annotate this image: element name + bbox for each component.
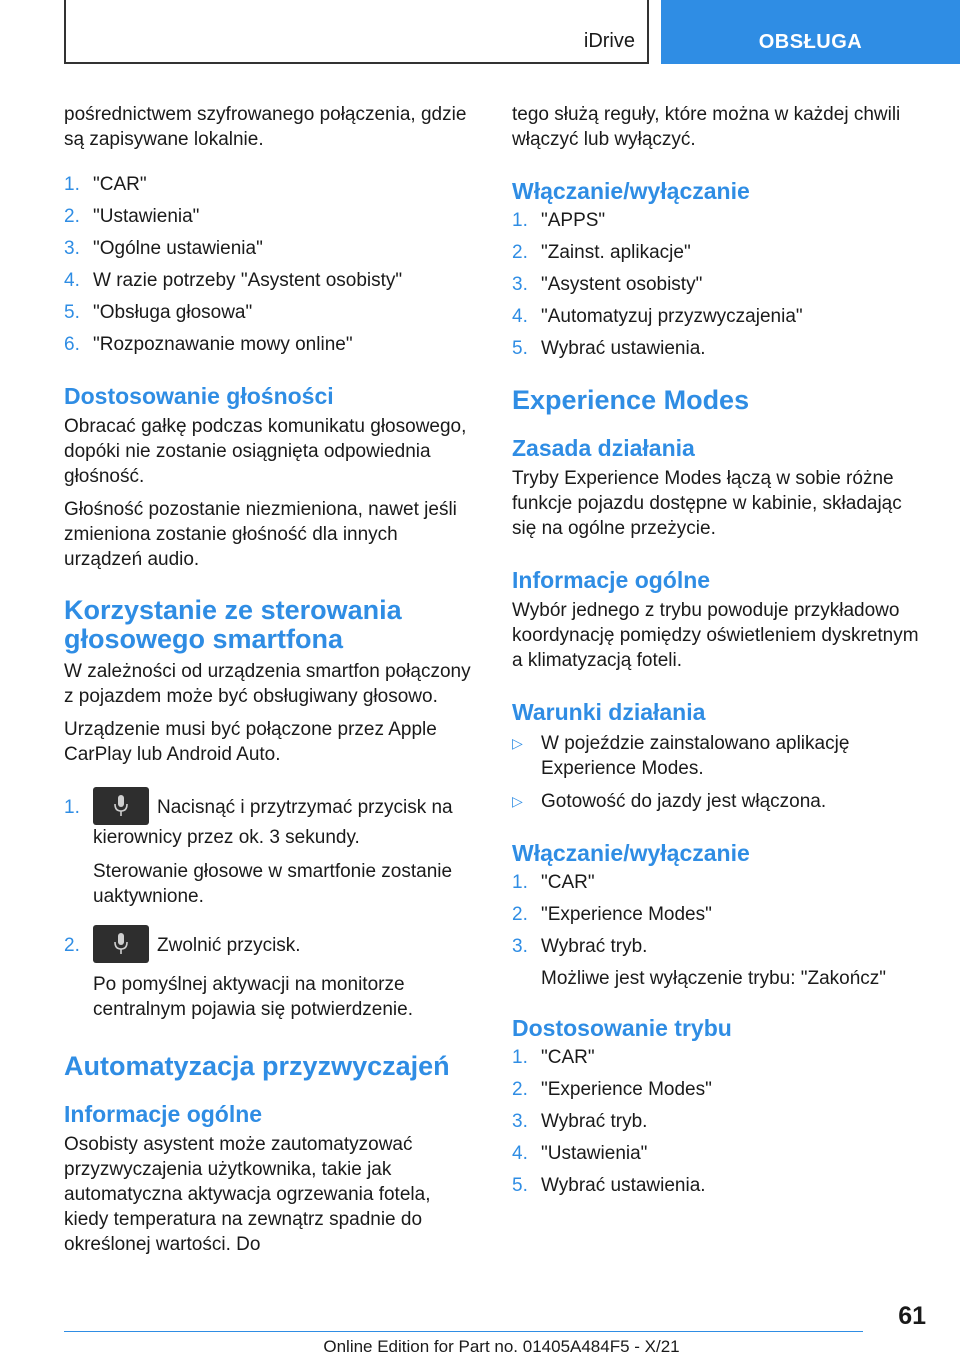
step-text: "Automatyzuj przyzwyczajenia" — [541, 306, 803, 327]
microphone-icon — [114, 933, 128, 955]
list-item — [64, 300, 480, 325]
smartphone-heading: Korzystanie ze sterowania głosowego smartfona — [64, 595, 402, 654]
step-number: 1. — [512, 872, 528, 893]
step-number: 4. — [512, 1143, 528, 1164]
step-text: Wybrać ustawienia. — [541, 1175, 706, 1196]
step-text: "APPS" — [541, 210, 606, 231]
habits-heading: Automatyzacja przyzwyczajeń — [64, 1051, 450, 1081]
step-number: 2. — [512, 904, 528, 925]
microphone-icon — [114, 795, 128, 817]
step-number: 5. — [512, 338, 528, 359]
step-text: Wybrać tryb. — [541, 936, 648, 957]
page-number: 61 — [898, 1302, 926, 1330]
general-info-paragraph: Osobisty asystent może zautomatyzować przyzwyczajenia użytkownika, takie jak automatyczna aktywacja ogrzewania fotela, kiedy temperatura na zewnątrz spadnie do określonej wartości. Do — [64, 1134, 431, 1255]
list-item — [64, 332, 480, 357]
habits-toggle-steps — [512, 208, 928, 361]
header-section-box — [64, 0, 649, 64]
triangle-bullet-icon: ▷ — [512, 735, 523, 751]
list-item — [64, 787, 480, 909]
step-text: "CAR" — [541, 872, 595, 893]
right-column — [512, 102, 928, 1205]
step-result: Po pomyślnej aktywacji na monitorze centralnym pojawia się potwierdzenie. — [93, 974, 413, 1020]
list-item — [512, 934, 928, 991]
conditions-list — [512, 731, 928, 814]
footer-edition: Online Edition for Part no. 01405A484F5 - X/21 — [323, 1337, 680, 1356]
voice-button-icon — [93, 925, 149, 963]
adjust-mode-steps — [512, 1045, 928, 1198]
general-info-heading: Informacje ogólne — [64, 1101, 263, 1127]
step-number: 2. — [64, 206, 80, 227]
voice-button-icon — [93, 787, 149, 825]
step-text: "Obsługa głosowa" — [93, 302, 253, 323]
step-number: 6. — [64, 334, 80, 355]
voice-control-steps — [64, 787, 480, 1022]
step-text: "Ustawienia" — [541, 1143, 648, 1164]
toggle2-heading: Włączanie/wyłączanie — [512, 840, 750, 866]
step-number: 3. — [512, 274, 528, 295]
triangle-bullet-icon: ▷ — [512, 793, 523, 809]
toggle-heading: Włączanie/wyłączanie — [512, 178, 750, 204]
list-item — [512, 789, 928, 814]
principle-heading: Zasada działania — [512, 435, 695, 461]
step-number: 3. — [64, 238, 80, 259]
step-text: "Rozpoznawanie mowy online" — [93, 334, 353, 355]
list-item — [512, 208, 928, 233]
step-number: 3. — [512, 936, 528, 957]
smartphone-paragraph-1: W zależności od urządzenia smartfon połączony z pojazdem może być obsługiwany głosowo. — [64, 661, 471, 707]
step-text: Wybrać ustawienia. — [541, 338, 706, 359]
header-chapter-tab — [661, 0, 960, 64]
voice-settings-steps — [64, 172, 480, 357]
header-chapter-label: OBSŁUGA — [758, 31, 863, 53]
step-result: Możliwe jest wyłączenie trybu: "Zakończ" — [541, 968, 887, 989]
principle-paragraph: Tryby Experience Modes łączą w sobie różne funkcje pojazdu dostępne w kabinie, składając się na ogólne przeżycie. — [512, 468, 902, 539]
step-number: 2. — [64, 935, 80, 956]
smartphone-paragraph-2: Urządzenie musi być połączone przez Apple CarPlay lub Android Auto. — [64, 719, 437, 765]
step-number: 1. — [64, 174, 80, 195]
left-column — [64, 102, 480, 1265]
list-item — [512, 240, 928, 265]
list-item — [64, 236, 480, 261]
volume-heading: Dostosowanie głośności — [64, 383, 334, 409]
step-number: 4. — [512, 306, 528, 327]
list-item — [64, 268, 480, 293]
list-item — [512, 1141, 928, 1166]
list-item — [512, 1109, 928, 1134]
list-item — [512, 1173, 928, 1198]
list-item — [512, 731, 928, 781]
header-section-label: iDrive — [583, 30, 635, 52]
step-text: Nacisnąć i przytrzymać przycisk na kierownicy przez ok. 3 sekundy. — [93, 797, 453, 848]
list-item — [512, 336, 928, 361]
step-text: "CAR" — [541, 1047, 595, 1068]
step-number: 5. — [512, 1175, 528, 1196]
step-text: "Ustawienia" — [93, 206, 200, 227]
volume-paragraph-1: Obracać gałkę podczas komunikatu głosowego, dopóki nie zostanie osiągnięta odpowiednia głośność. — [64, 416, 467, 487]
step-text: "Experience Modes" — [541, 904, 712, 925]
list-item — [512, 902, 928, 927]
condition-text: W pojeździe zainstalowano aplikację Experience Modes. — [541, 733, 850, 779]
step-number: 1. — [512, 1047, 528, 1068]
list-item — [512, 1045, 928, 1070]
step-text: "Experience Modes" — [541, 1079, 712, 1100]
step-number: 2. — [512, 242, 528, 263]
step-text: Wybrać tryb. — [541, 1111, 648, 1132]
step-number: 1. — [512, 210, 528, 231]
step-text: W razie potrzeby "Asystent osobisty" — [93, 270, 403, 291]
list-item — [512, 272, 928, 297]
condition-text: Gotowość do jazdy jest włączona. — [541, 791, 827, 812]
list-item — [64, 172, 480, 197]
conditions-heading: Warunki działania — [512, 699, 706, 725]
volume-paragraph-2: Głośność pozostanie niezmieniona, nawet jeśli zmieniona zostanie głośność dla innych urządzeń audio. — [64, 499, 457, 570]
footer-divider — [64, 1331, 863, 1332]
left-intro: pośrednictwem szyfrowanego połączenia, gdzie są zapisywane lokalnie. — [64, 104, 467, 150]
step-number: 3. — [512, 1111, 528, 1132]
step-text: "Ogólne ustawienia" — [93, 238, 263, 259]
step-number: 4. — [64, 270, 80, 291]
step-text: Zwolnić przycisk. — [157, 935, 301, 956]
modes-toggle-steps — [512, 870, 928, 991]
step-text: "Zainst. aplikacje" — [541, 242, 691, 263]
step-text: "Asystent osobisty" — [541, 274, 703, 295]
right-intro: tego służą reguły, które można w każdej chwili włączyć lub wyłączyć. — [512, 104, 901, 150]
adjust-heading: Dostosowanie trybu — [512, 1015, 732, 1041]
list-item — [512, 304, 928, 329]
info-heading: Informacje ogólne — [512, 567, 711, 593]
step-result: Sterowanie głosowe w smartfonie zostanie uaktywnione. — [93, 861, 453, 907]
step-number: 5. — [64, 302, 80, 323]
list-item — [512, 870, 928, 895]
step-number: 2. — [512, 1079, 528, 1100]
step-text: "CAR" — [93, 174, 147, 195]
list-item — [64, 204, 480, 229]
info-paragraph: Wybór jednego z trybu powoduje przykładowo koordynację pomiędzy oświetleniem dyskretnym a klimatyzacją foteli. — [512, 600, 919, 671]
list-item — [64, 925, 480, 1022]
experience-modes-heading: Experience Modes — [512, 385, 750, 415]
step-number: 1. — [64, 797, 80, 818]
list-item — [512, 1077, 928, 1102]
